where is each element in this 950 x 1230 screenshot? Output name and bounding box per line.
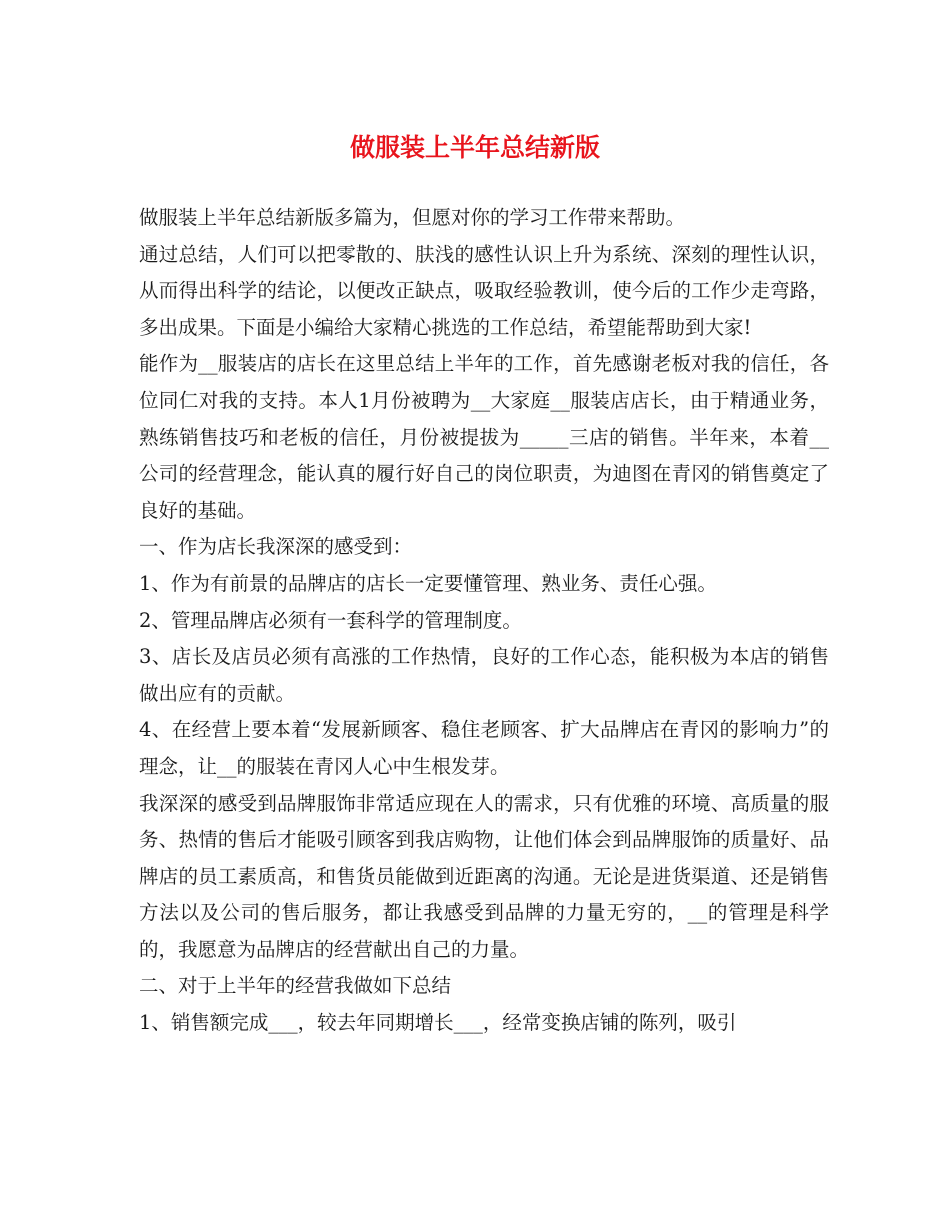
brand-feelings-paragraph: 我深深的感受到品牌服饰非常适应现在人的需求，只有优雅的环境、高质量的服务、热情的售后才能吸引顾客到我店购物，让他们体会到品牌服饰的质量好、品牌店的员工素质高，和售货员能做到近距离的沟通。无论是进货渠道、还是销售方法以及公司的售后服务，都让我感受到品牌的力量无穷的，__的管理是科学的，我愿意为品牌店的经营献出自己的力量。 (139, 791, 829, 961)
section-heading-one: 一、作为店长我深深的感受到： (139, 535, 413, 559)
list-item-1: 1、作为有前景的品牌店的店长一定要懂管理、熟业务、责任心强。 (139, 571, 717, 595)
sales-summary-item-1: 1、销售额完成___，较去年同期增长___，经常变换店铺的陈列，吸引 (139, 1011, 737, 1035)
document-title: 做服装上半年总结新版 (349, 133, 600, 162)
list-item-4: 4、在经营上要本着“发展新顾客、稳住老顾客、扩大品牌店在青冈的影响力”的理念，让__的服装在青冈人心中生根发芽。 (139, 718, 829, 778)
store-manager-intro-paragraph: 能作为__服装店的店长在这里总结上半年的工作，首先感谢老板对我的信任，各位同仁对我的支持。本人1月份被聘为__大家庭__服装店店长，由于精通业务，熟练销售技巧和老板的信任，月份被提拔为_____三店的销售。半年来，本着__公司的经营理念，能认真的履行好自己的岗位职责，为迪图在青冈的销售奠定了良好的基础。 (139, 352, 829, 522)
intro-paragraph: 做服装上半年总结新版多篇为，但愿对你的学习工作带来帮助。 (139, 206, 686, 229)
list-item-2: 2、管理品牌店必须有一套科学的管理制度。 (139, 608, 522, 632)
document-body (139, 200, 829, 1042)
section-heading-two: 二、对于上半年的经营我做如下总结 (139, 974, 452, 998)
summary-purpose-paragraph: 通过总结，人们可以把零散的、肤浅的感性认识上升为系统、深刻的理性认识，从而得出科学的结论，以便改正缺点，吸取经验教训，使今后的工作少走弯路，多出成果。下面是小编给大家精心挑选的工作总结，希望能帮助到大家! (139, 242, 829, 339)
list-item-3: 3、店长及店员必须有高涨的工作热情，良好的工作心态，能积极为本店的销售做出应有的贡献。 (139, 645, 829, 705)
